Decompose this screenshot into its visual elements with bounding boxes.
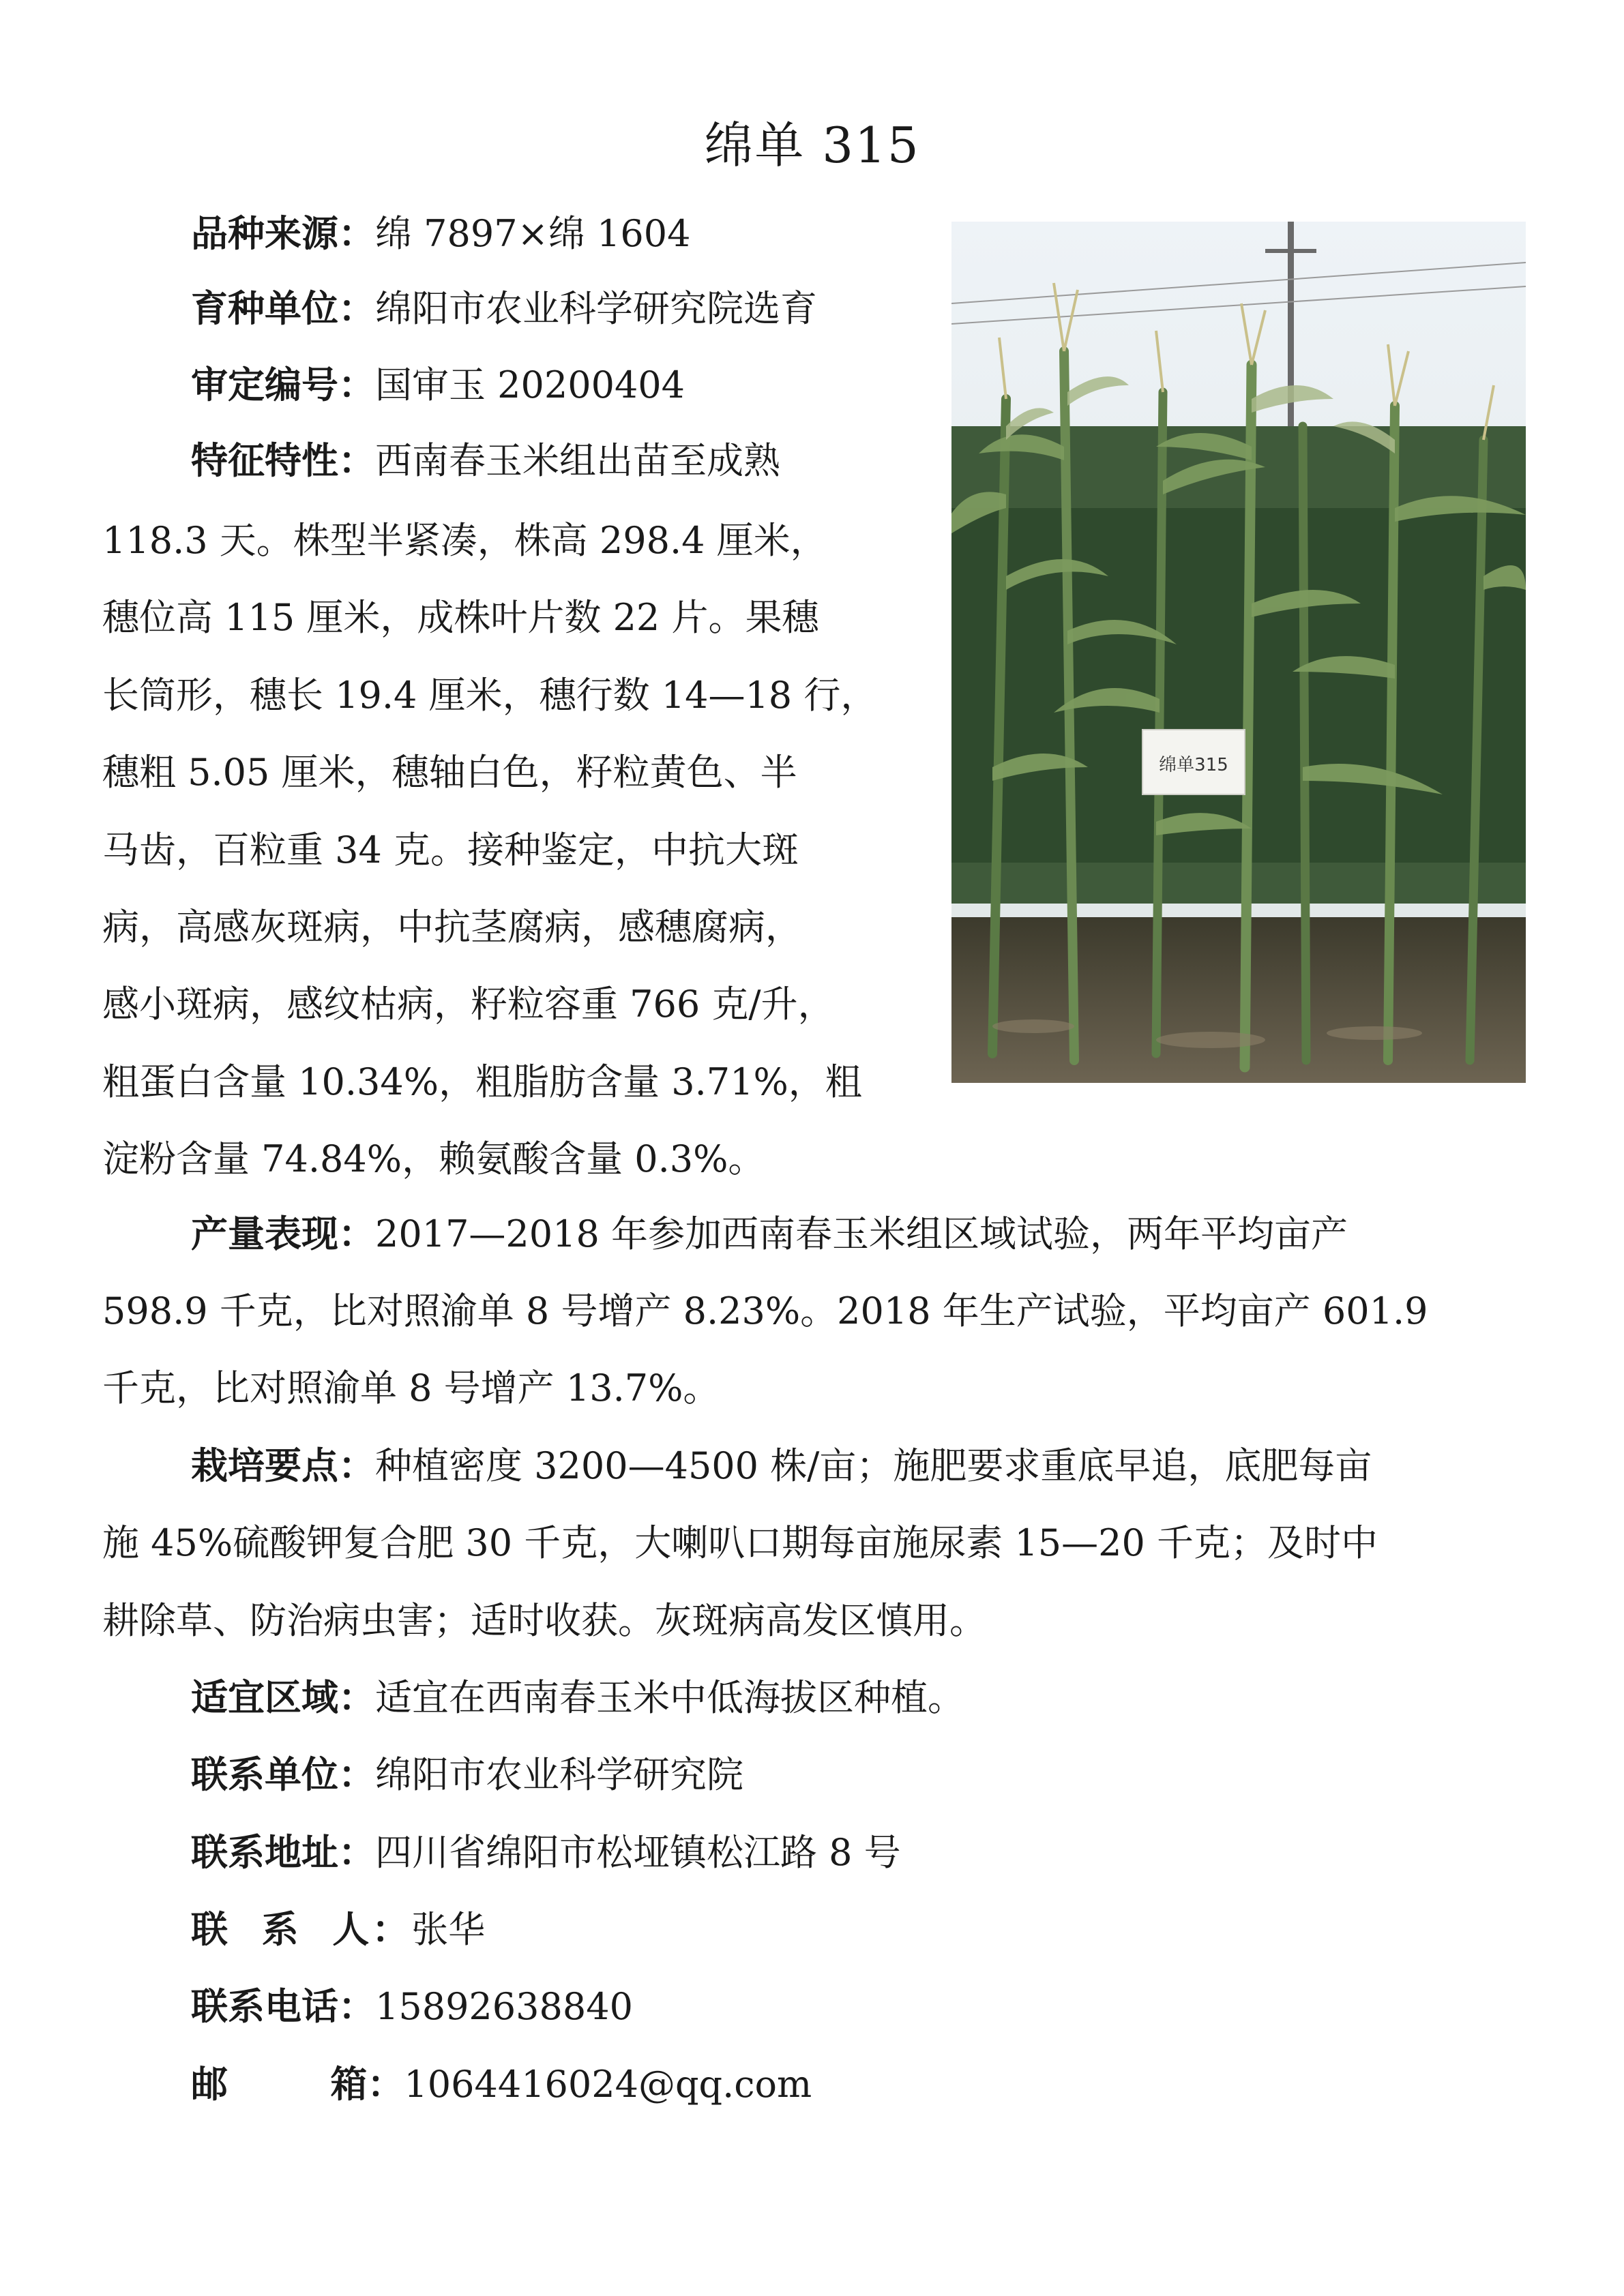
field-label: 联系电话： xyxy=(191,1985,375,2028)
cultivation-first-line xyxy=(191,1442,1372,1490)
corn-field-photo xyxy=(951,222,1526,1083)
yield-line: 千克，比对照渝单 8 号增产 13.7%。 xyxy=(102,1367,720,1410)
traits-line: 粗蛋白含量 10.34%，粗脂肪含量 3.71%，粗 xyxy=(102,1060,862,1103)
field-label: 品种来源： xyxy=(191,212,375,255)
field-contact-unit xyxy=(191,1751,743,1799)
cultivation-line: 种植密度 3200—4500 株/亩；施肥要求重底早追，底肥每亩 xyxy=(375,1444,1372,1487)
yield-line: 2017—2018 年参加西南春玉米组区域试验，两年平均亩产 xyxy=(375,1212,1348,1255)
field-label: 联系地址： xyxy=(191,1831,375,1874)
field-value: 绵 7897×绵 1604 xyxy=(375,212,691,255)
field-contact-person xyxy=(191,1906,485,1954)
field-label: 联系单位： xyxy=(191,1753,375,1796)
cultivation-line: 施 45%硫酸钾复合肥 30 千克，大喇叭口期每亩施尿素 15—20 千克；及时中 xyxy=(102,1521,1378,1564)
field-value: 绵阳市农业科学研究院 xyxy=(375,1753,743,1796)
field-value: 国审玉 20200404 xyxy=(375,363,685,406)
field-value: 15892638840 xyxy=(375,1985,633,2028)
field-source xyxy=(191,210,690,258)
field-label: 育种单位： xyxy=(191,287,375,330)
field-value: 1064416024@qq.com xyxy=(404,2063,812,2106)
cultivation-line: 耕除草、防治病虫害；适时收获。灰斑病高发区慎用。 xyxy=(102,1599,986,1642)
traits-line: 西南春玉米组出苗至成熟 xyxy=(375,439,780,482)
field-region xyxy=(191,1674,964,1722)
field-value: 适宜在西南春玉米中低海拔区种植。 xyxy=(375,1676,964,1719)
yield-label: 产量表现： xyxy=(191,1212,375,1255)
field-approval xyxy=(191,361,685,409)
traits-label: 特征特性： xyxy=(191,439,375,482)
traits-line: 病，高感灰斑病，中抗茎腐病，感穗腐病， xyxy=(102,906,802,949)
traits-line: 马齿，百粒重 34 克。接种鉴定，中抗大斑 xyxy=(102,829,799,871)
traits-line: 穗粗 5.05 厘米，穗轴白色，籽粒黄色、半 xyxy=(102,751,797,794)
field-label: 适宜区域： xyxy=(191,1676,375,1719)
traits-line: 穗位高 115 厘米，成株叶片数 22 片。果穗 xyxy=(102,596,819,639)
traits-line: 长筒形，穗长 19.4 厘米，穗行数 14—18 行， xyxy=(102,674,878,717)
traits-first-line xyxy=(191,437,780,485)
traits-line: 感小斑病，感纹枯病，籽粒容重 766 克/升， xyxy=(102,983,835,1026)
traits-line: 118.3 天。株型半紧凑，株高 298.4 厘米， xyxy=(102,519,827,562)
yield-line: 598.9 千克，比对照渝单 8 号增产 8.23%。2018 年生产试验，平均亩产 601.9 xyxy=(102,1289,1428,1332)
field-value: 四川省绵阳市松垭镇松江路 8 号 xyxy=(375,1831,901,1874)
field-label: 邮 箱： xyxy=(191,2063,404,2106)
field-value: 张华 xyxy=(411,1908,486,1951)
page-title: 绵单 315 xyxy=(704,117,920,174)
traits-line: 淀粉含量 74.84%，赖氨酸含量 0.3%。 xyxy=(102,1137,765,1180)
field-contact-address xyxy=(191,1829,901,1877)
field-value: 绵阳市农业科学研究院选育 xyxy=(375,287,817,330)
sign-text: 绵单315 xyxy=(1159,755,1228,775)
field-breeder xyxy=(191,285,817,333)
cultivation-label: 栽培要点： xyxy=(191,1444,375,1487)
yield-first-line xyxy=(191,1210,1348,1258)
field-email xyxy=(191,2061,812,2108)
field-contact-phone xyxy=(191,1983,633,2031)
field-label: 审定编号： xyxy=(191,363,375,406)
field-label: 联 系 人： xyxy=(191,1908,412,1951)
